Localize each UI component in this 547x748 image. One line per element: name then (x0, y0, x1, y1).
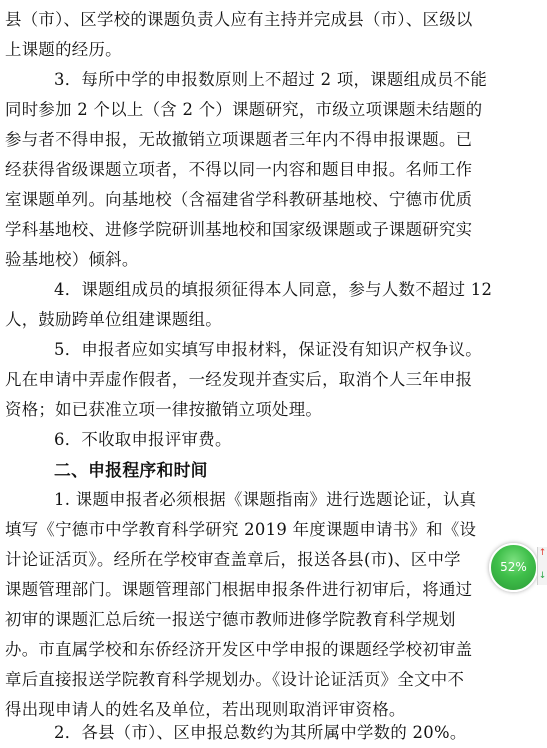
paragraph-line: 经获得省级课题立项者，不得以同一内容和题目申报。名师工作 (5, 160, 473, 179)
paragraph-line: 2．各县（市）、区申报总数约为其所属中学数的 20%。 (54, 723, 467, 742)
paragraph-line: 5．申报者应如实填写申报材料，保证没有知识产权争议。 (54, 340, 482, 359)
paragraph-line: 同时参加 2 个以上（含 2 个）课题研究，市级立项课题未结题的 (5, 100, 483, 119)
paragraph-line: 3．每所中学的申报数原则上不超过 2 项，课题组成员不能 (54, 70, 488, 89)
paragraph-line: 学科基地校、进修学院研训基地校和国家级课题或子课题研究实 (5, 220, 473, 239)
paragraph-line: 课题管理部门。课题管理部门根据申报条件进行初审后，将通过 (5, 580, 473, 599)
paragraph-line: 6．不收取申报评审费。 (54, 430, 232, 449)
paragraph-line: 1. 课题申报者必须根据《课题指南》进行选题论证，认真 (54, 490, 477, 509)
paragraph-line: 上课题的经历。 (5, 40, 122, 59)
paragraph-line: 填写《宁德市中学教育科学研究 2019 年度课题申请书》和《设 (5, 520, 477, 539)
progress-percent-button[interactable]: 52% (489, 543, 538, 592)
paragraph-line: 得出现申请人的姓名及单位，若出现则取消评审资格。 (5, 700, 406, 719)
paragraph-line: 参与者不得申报，无故撤销立项课题者三年内不得申报课题。已 (5, 130, 473, 149)
paragraph-line: 人，鼓励跨单位组建课题组。 (5, 310, 222, 329)
reading-progress-widget[interactable] (486, 541, 547, 591)
paragraph-line: 办。市直属学校和东侨经济开发区中学申报的课题经学校初审盖 (5, 640, 473, 659)
scroll-arrows[interactable] (537, 547, 547, 585)
paragraph-line: 章后直接报送学院教育科学规划办。《设计论证活页》全文中不 (5, 670, 465, 689)
paragraph-line: 资格；如已获准立项一律按撤销立项处理。 (5, 400, 323, 419)
arrow-down-icon[interactable]: ↓ (538, 571, 547, 581)
paragraph-line: 4．课题组成员的填报须征得本人同意，参与人数不超过 12 (54, 280, 493, 299)
paragraph-line: 验基地校）倾斜。 (5, 250, 139, 269)
section-heading: 二、申报程序和时间 (54, 460, 208, 480)
arrow-up-icon[interactable]: ↑ (538, 548, 547, 558)
paragraph-line: 室课题单列。向基地校（含福建省学科教研基地校、宁德市优质 (5, 190, 473, 209)
paragraph-line: 凡在申请中弄虚作假者，一经发现并查实后，取消个人三年申报 (5, 370, 473, 389)
paragraph-line: 县（市）、区学校的课题负责人应有主持并完成县（市）、区级以 (5, 10, 473, 29)
paragraph-line: 计论证活页》。经所在学校审查盖章后，报送各县(市)、区中学 (5, 550, 461, 569)
paragraph-line: 初审的课题汇总后统一报送宁德市教师进修学院教育科学规划 (5, 610, 456, 629)
